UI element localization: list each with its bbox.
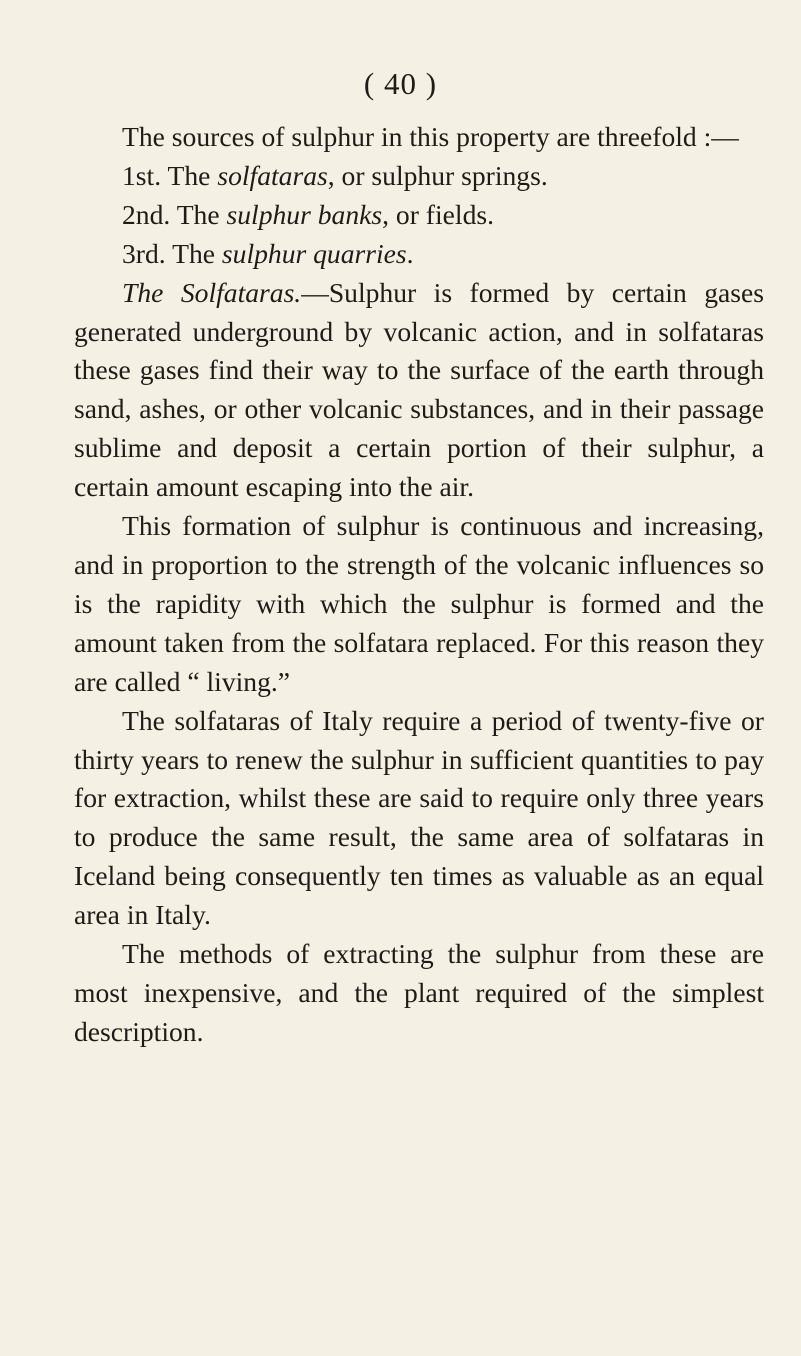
source-item-italic: sulphur quarries	[221, 237, 407, 269]
solfataras-paragraph	[74, 274, 764, 507]
document-body	[74, 118, 764, 1052]
page-number: ( 40 )	[363, 66, 438, 101]
source-item-after: , or sulphur springs.	[327, 159, 548, 191]
source-item-ordinal: 3rd.	[122, 237, 166, 269]
source-item-italic: sulphur banks	[226, 198, 383, 230]
intro-text: The sources of sulphur in this property are threefold :—	[122, 121, 739, 152]
source-item-ordinal: 2nd.	[122, 198, 171, 230]
source-item-second	[74, 196, 764, 235]
source-item-before: The	[176, 198, 227, 230]
source-item-after: , or fields.	[382, 198, 495, 230]
solfataras-heading: The Solfataras.	[122, 276, 302, 308]
formation-text: This formation of sulphur is continuous and increasing, and in proportion to the strength of the volcanic influences so is the rapidity with which the sulphur is formed and the amount taken from the solfatara replaced. For this reason they are called “ living.”	[74, 510, 764, 697]
source-item-after: .	[406, 237, 414, 269]
source-item-before: The	[172, 237, 222, 269]
italy-paragraph	[74, 702, 764, 935]
italy-text: The solfataras of Italy require a period of twenty-five or thirty years to renew the sulphur in sufficient quantities to pay for extraction, whilst these are said to require only three years to produce the same result, the same area of solfataras in Iceland being consequently ten times as valuable as an equal area in Italy.	[74, 704, 764, 931]
methods-paragraph	[74, 935, 764, 1052]
intro-paragraph	[74, 118, 764, 157]
source-item-third	[74, 235, 764, 274]
source-item-before: The	[167, 159, 218, 191]
source-item-ordinal: 1st.	[122, 159, 162, 191]
formation-paragraph	[74, 507, 764, 702]
methods-text: The methods of extracting the sulphur from these are most inexpensive, and the plant required of the simplest description.	[74, 938, 764, 1047]
source-item-first	[74, 157, 764, 196]
source-item-italic: solfataras	[217, 159, 328, 191]
solfataras-text: —Sulphur is formed by certain gases generated underground by volcanic action, and in solfataras these gases find their way to the surface of the earth through sand, ashes, or other volcanic substances, and in their passage sublime and deposit a certain portion of their sulphur, a certain amount escaping into the air.	[74, 276, 764, 503]
